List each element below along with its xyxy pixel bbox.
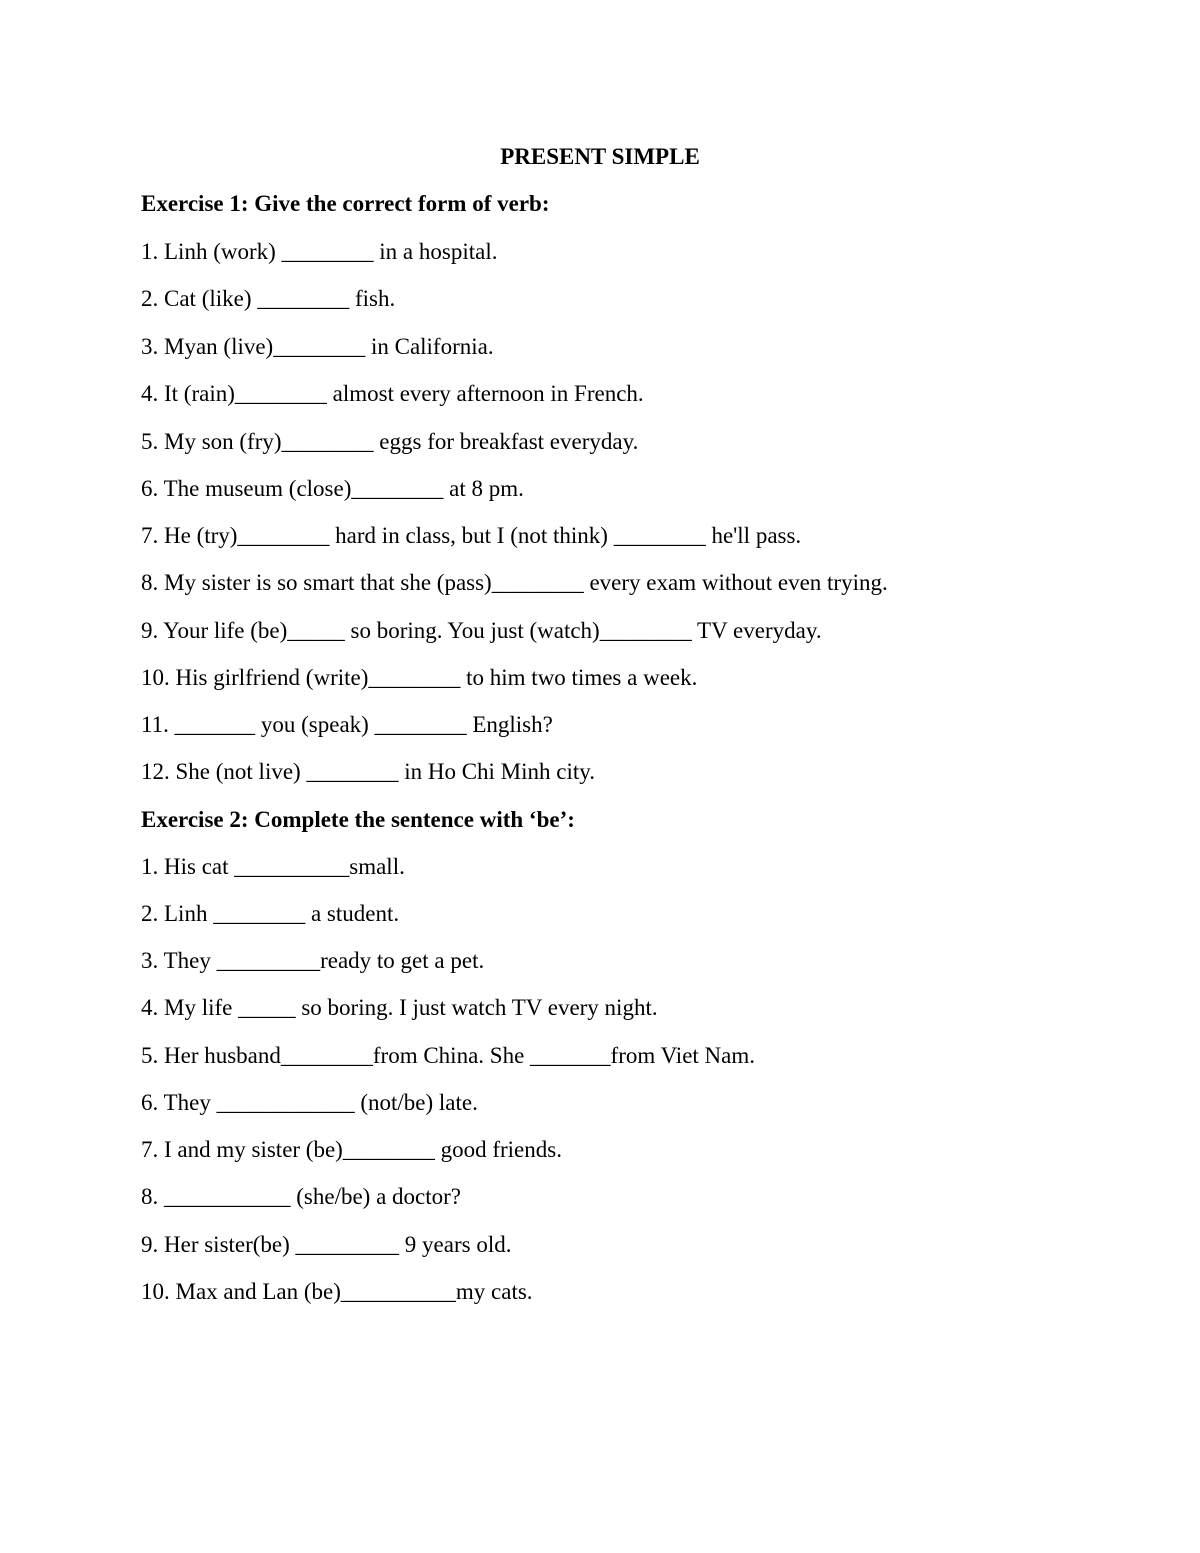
exercise-2-item: 9. Her sister(be) _________ 9 years old. (141, 1232, 512, 1257)
exercise-1-item: 10. His girlfriend (write)________ to him two times a week. (141, 665, 698, 690)
exercise-1-item: 8. My sister is so smart that she (pass)________ every exam without even trying. (141, 570, 888, 595)
exercise-2-item: 3. They _________ready to get a pet. (141, 948, 485, 973)
exercise-1-item: 1. Linh (work) ________ in a hospital. (141, 239, 498, 264)
exercise-2-heading: Exercise 2: Complete the sentence with ‘be’: (141, 807, 575, 832)
exercise-2-item: 4. My life _____ so boring. I just watch TV every night. (141, 995, 658, 1020)
exercise-2-item: 7. I and my sister (be)________ good friends. (141, 1137, 562, 1162)
exercise-2-item: 6. They ____________ (not/be) late. (141, 1090, 478, 1115)
exercise-1-item: 6. The museum (close)________ at 8 pm. (141, 476, 524, 501)
exercise-1-item: 5. My son (fry)________ eggs for breakfast everyday. (141, 429, 639, 454)
exercise-2-item: 8. ___________ (she/be) a doctor? (141, 1184, 462, 1209)
exercise-2-item: 2. Linh ________ a student. (141, 901, 400, 926)
exercise-2-item: 5. Her husband________from China. She _______from Viet Nam. (141, 1043, 756, 1068)
exercise-1-item: 9. Your life (be)_____ so boring. You just (watch)________ TV everyday. (141, 618, 822, 643)
exercise-1-item: 7. He (try)________ hard in class, but I (not think) ________ he'll pass. (141, 523, 802, 548)
exercise-2-item: 1. His cat __________small. (141, 854, 405, 879)
page-title: PRESENT SIMPLE (500, 144, 700, 169)
exercise-1-heading: Exercise 1: Give the correct form of verb: (141, 191, 550, 216)
exercise-1-item: 2. Cat (like) ________ fish. (141, 286, 396, 311)
exercise-2-item: 10. Max and Lan (be)__________my cats. (141, 1279, 533, 1304)
exercise-1-item: 11. _______ you (speak) ________ English? (141, 712, 553, 737)
exercise-1-item: 4. It (rain)________ almost every afternoon in French. (141, 381, 644, 406)
exercise-1-item: 3. Myan (live)________ in California. (141, 334, 494, 359)
exercise-1-item: 12. She (not live) ________ in Ho Chi Minh city. (141, 759, 596, 784)
